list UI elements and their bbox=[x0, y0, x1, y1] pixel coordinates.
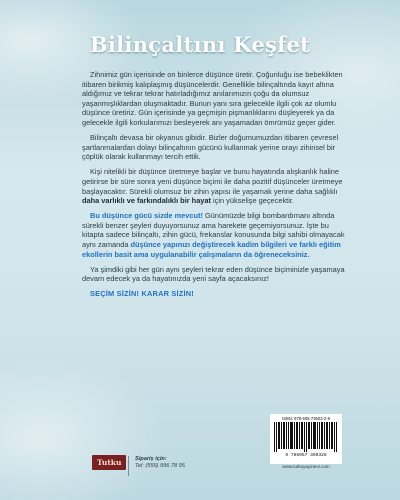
isbn-label: ISBN: 978-605-73603-2-8 bbox=[282, 416, 330, 421]
paragraph-2: Bilinçaltı devasa bir okyanus gibidir. Bizler doğumumuzdan itibaren çevresel şartlanmalardan dolayı bilinçaltının gücünü kullanmak yerine orayı zihinsel bir çöplük olarak kullanmayı tercih ettik. bbox=[82, 133, 339, 162]
divider bbox=[128, 456, 129, 476]
order-phone: Tel: (555) 996 78 95 bbox=[135, 463, 185, 470]
order-title: Sipariş için: bbox=[135, 456, 167, 462]
slogan: SEÇİM SİZİN! KARAR SİZİN! bbox=[90, 289, 194, 299]
publisher-logo: Tutku bbox=[92, 455, 126, 470]
barcode-number: 9 786057 360328 bbox=[285, 453, 327, 458]
paragraph-3-emphasis: daha varlıklı ve farkındalıklı bir hayat bbox=[82, 196, 211, 206]
paragraph-4-highlight: Bu düşünce gücü sizde mevcut! bbox=[90, 211, 203, 221]
barcode-box bbox=[270, 414, 342, 464]
order-info bbox=[128, 456, 185, 476]
paragraph-4 bbox=[82, 211, 352, 259]
paragraph-3 bbox=[82, 167, 352, 205]
paragraph-1: Zihnimiz gün içerisinde on binlerce düşünce üretir. Çoğunluğu ise bebeklikten itibaren birikmiş kalıplaşmış düşüncelerdir. Genellikle bilinçaltında kayıt altına aldığımız ve tekrar tekrar hatırladığımız anılarımızın çoğu da olumsuz yaşanmışlıklardan oluşmaktadır. Bunun yanı sıra gelecekle ilgili çok az olumlu düşünce üretiriz. Gün içerisinde ya geçmişin pişmanlıklarını düşleyerek ya da gelecekle ilgili korkularımızı besleyerek anı yaşamadan ömrümüz geçer gider. bbox=[82, 70, 343, 127]
paragraph-3-end: için yükselişe geçecektir. bbox=[210, 196, 294, 206]
paragraph-4-text: Günümüzde bilgi bombardımanı altında sürekli benzer şeyleri duyuyorsunuz ama harekete geçemiyorsunuz. İşte bu kitapta sadece bilinçaltı, zihin gücü, frekanslar konusunda bilgi sahibi olmayacak aynı zamanda bbox=[82, 211, 345, 249]
barcode-icon bbox=[273, 422, 339, 452]
website-url[interactable]: www.tutkuyayinevi.com bbox=[282, 464, 330, 469]
paragraph-5: Ya şimdiki gibi her gün aynı şeyleri tekrar eden düşünce biçiminizle yaşamaya devam edecek ya da hayatınızda yeni sayfa açacaksınız! bbox=[82, 264, 345, 284]
paragraph-3-text: Kişi nitelikli bir düşünce üretmeye başlar ve bunu hayatında alışkanlık haline getirirse bir süre sonra yeni düşünce biçimi ile daha pozitif düşünceler üretmeye başlayacaktır. Sürekli olumsuz bir zihin yapısı ile yaşamak yerine daha sağlıklı bbox=[82, 167, 343, 196]
blurb bbox=[82, 70, 352, 304]
book-title: Bilinçaltını Keşfet bbox=[89, 32, 311, 57]
paragraph-4-emphasis: düşünce yapınızı değiştirecek kadim bilgileri ve farklı eğitim ekollerin basit ama uygulanabilir çalışmaların da öğrenecek bbox=[82, 240, 341, 259]
paragraph-4-end: siniz. bbox=[291, 249, 310, 259]
